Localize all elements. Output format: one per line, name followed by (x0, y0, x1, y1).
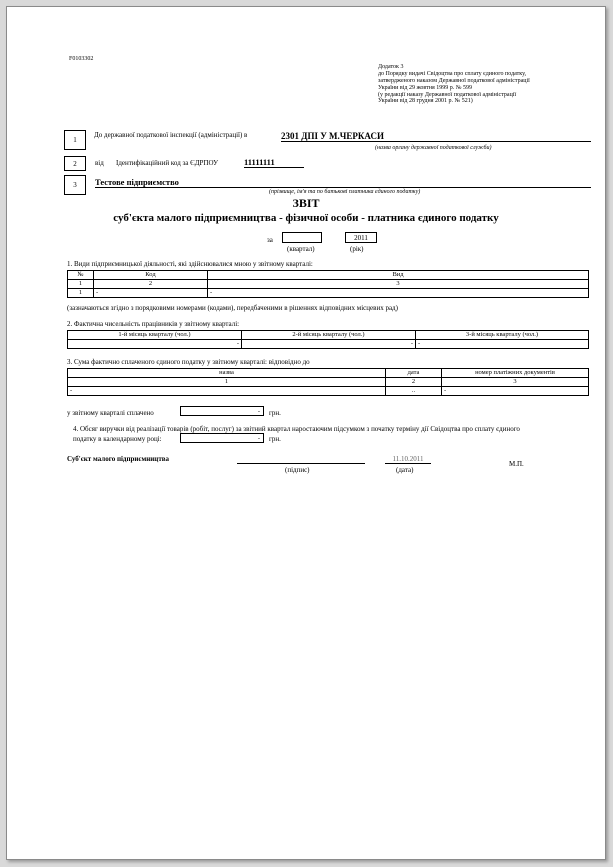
table-cell: 3 (208, 280, 589, 289)
signature-date: 11.10.2011 (385, 455, 431, 464)
revenue-input[interactable]: - (180, 433, 264, 443)
col-code-header: Код (94, 271, 208, 280)
section-4-title: 4. Обсяг виручки від реалізації товарів (робіт, послуг) за звітний квартал наростаючим підсумком з початку терміну дії Свідоцтва про сплату єдиного (73, 425, 520, 433)
field-number-3: 3 (64, 175, 86, 195)
from-label: від (95, 159, 104, 167)
quarter-input[interactable] (282, 232, 322, 243)
col-number-header: № (68, 271, 94, 280)
table-cell: 3 (442, 378, 589, 387)
col-name-header: назва (68, 369, 386, 378)
col-month-3-header: 3-й місяць кварталу (чол.) (416, 331, 589, 340)
paid-label: у звітному кварталі сплачено (67, 409, 154, 417)
table-cell: 2 (386, 378, 442, 387)
revenue-currency: грн. (269, 435, 281, 443)
appendix-line: до Порядку видачі Свідоцтва про сплату єдиного податку, (378, 70, 526, 77)
document-page (6, 6, 606, 860)
stamp-label: М.П. (509, 460, 524, 468)
period-for-label: за (267, 236, 273, 244)
year-caption: (рік) (350, 245, 364, 253)
payments-table (67, 368, 589, 396)
activities-table (67, 270, 589, 298)
col-type-header: Вид (208, 271, 589, 280)
col-date-header: дата (386, 369, 442, 378)
tax-office-label: До державної податкової інспекції (адміністрації) в (94, 131, 248, 139)
quarter-caption: (квартал) (287, 245, 315, 253)
section-3-title: 3. Сума фактично сплаченого єдиного податку у звітному кварталі: відповідно до (67, 358, 310, 366)
signature-line (237, 457, 365, 464)
appendix-line: (у редакції наказу Державної податкової адміністрації (378, 91, 517, 98)
table-cell[interactable]: - (68, 387, 386, 396)
appendix-line: Додаток 3 (378, 64, 404, 70)
col-docs-header: номер платіжних документів (442, 369, 589, 378)
table-cell: 1 (68, 280, 94, 289)
table-cell[interactable]: .. (386, 387, 442, 396)
section-2-title: 2. Фактична чисельність працівників у звітному кварталі: (67, 320, 240, 328)
id-code-value: 11111111 (244, 157, 304, 168)
signature-label: Суб'єкт малого підприємництва (67, 455, 170, 463)
report-subtitle: суб'єкта малого підприємництва - фізичної особи - платника єдиного податку (113, 212, 499, 224)
field-number-1: 1 (64, 130, 86, 150)
table-cell: 2 (94, 280, 208, 289)
entrepreneur-name: Тестове підприємство (95, 177, 591, 188)
table-cell[interactable]: - (442, 387, 589, 396)
table-cell: 1 (68, 378, 386, 387)
table-cell[interactable]: - (68, 340, 242, 349)
appendix-line: України від 29 жовтня 1999 р. № 599 (378, 84, 472, 91)
signature-caption: (підпис) (285, 466, 310, 474)
year-input[interactable]: 2011 (345, 232, 377, 243)
date-caption: (дата) (396, 466, 414, 474)
id-code-label: Ідентифікаційний код за ЄДРПОУ (116, 159, 219, 167)
table-cell: 1 (68, 289, 94, 298)
form-code: F0103302 (69, 56, 94, 62)
section-1-title: 1. Види підприємницької діяльності, які здійснювалися мною у звітному кварталі: (67, 260, 313, 268)
field-number-2: 2 (64, 156, 86, 171)
paid-currency: грн. (269, 409, 281, 417)
employees-table (67, 330, 589, 349)
table-cell[interactable]: - (416, 340, 589, 349)
appendix-line: затвердженого наказом Державної податкової адміністрації (378, 77, 530, 84)
appendix-line: України від 28 грудня 2001 р. № 521) (378, 98, 473, 105)
table-cell[interactable]: - (94, 289, 208, 298)
col-month-1-header: 1-й місяць кварталу (чол.) (68, 331, 242, 340)
tax-office-hint: (назва органу державної податкової служби) (375, 145, 492, 151)
section-1-note: (зазначаються згідно з порядковими номерами (кодами), передбаченими в рішеннях відповідних місцевих рад) (67, 304, 398, 312)
col-month-2-header: 2-й місяць кварталу (чол.) (242, 331, 416, 340)
report-title: ЗВІТ (292, 196, 320, 210)
tax-office-value: 2301 ДПІ У М.ЧЕРКАСИ (281, 131, 591, 142)
name-hint: (прізвище, ім'я та по батькові платника єдиного податку) (269, 189, 421, 195)
table-cell[interactable]: - (208, 289, 589, 298)
appendix-block (378, 64, 593, 105)
section-4-title-cont: податку в календарному році: (73, 435, 162, 443)
paid-amount-input[interactable]: - (180, 406, 264, 416)
table-cell[interactable]: - (242, 340, 416, 349)
